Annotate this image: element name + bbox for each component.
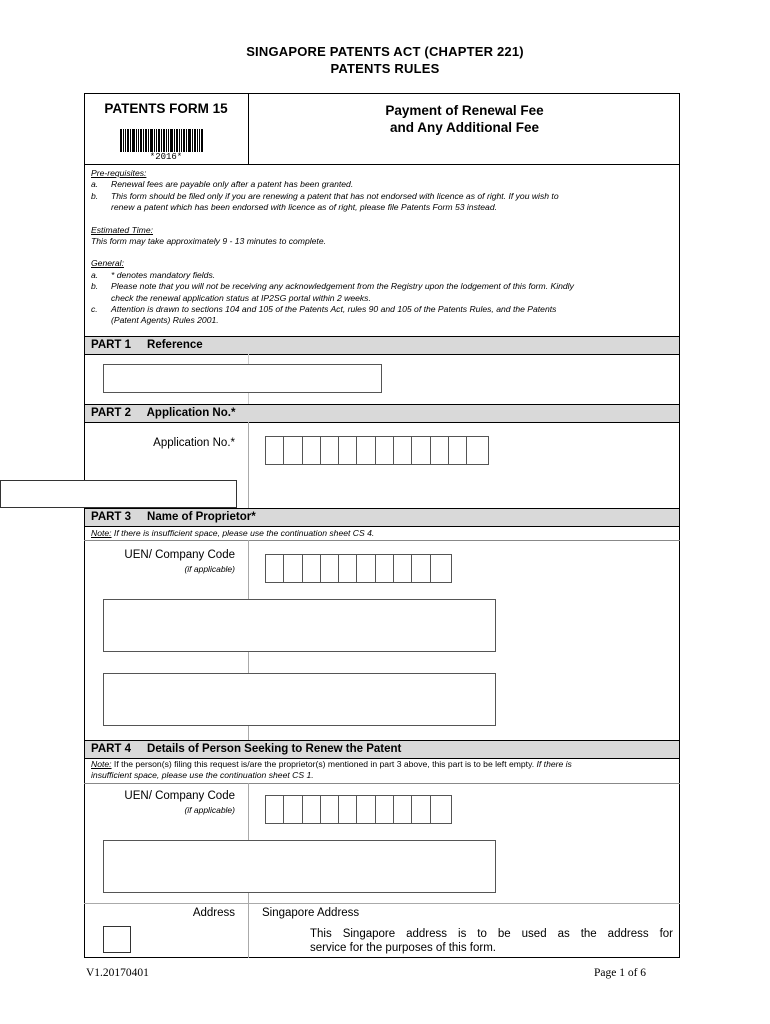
form-title-line1: Payment of Renewal Fee (385, 103, 544, 118)
rules-title: PATENTS RULES (330, 61, 440, 76)
part4-header: PART 4 Details of Person Seeking to Renew the Patent (91, 743, 402, 755)
singapore-address-description: This Singapore address is to be used as the address for service for the purposes of this form. (310, 928, 673, 954)
prereq-a: Renewal fees are payable only after a patent has been granted. (111, 179, 354, 190)
part4-uen-input[interactable] (265, 795, 452, 824)
part3-uen-input[interactable] (265, 554, 452, 583)
reference-input[interactable] (103, 364, 382, 393)
part4-uen-sublabel: (if applicable) (184, 805, 235, 815)
part4-uen-label: UEN/ Company Code (124, 790, 235, 802)
singapore-address-label: Singapore Address (262, 907, 360, 919)
prereq-b-line1: This form should be filed only if you are renewing a patent that has not endorsed with licence as of right. If you wish to (111, 190, 559, 201)
prereq-b-line2: renew a patent which has been endorsed with licence as of right, please file Patents Form 53 instead. (111, 202, 497, 213)
singapore-address-checkbox[interactable] (103, 926, 131, 953)
part2-header: PART 2 Application No.* (91, 407, 236, 419)
general-heading: General: (91, 258, 124, 269)
part4-note: Note: If the person(s) filing this request is/are the proprietor(s) mentioned in part 3 above, this part is to be left empty. If there is insufficient space, please use the continuation sheet CS 1. (91, 759, 572, 781)
part3-uen-sublabel: (if applicable) (184, 564, 235, 574)
form-title-line2: and Any Additional Fee (389, 120, 539, 135)
general-b-line2: check the renewal application status at IP2SG portal within 2 weeks. (111, 292, 371, 303)
form-name: PATENTS FORM 15 (104, 101, 228, 116)
prereq-heading: Pre-requisites: (91, 168, 147, 178)
page-number: Page 1 of 6 (594, 967, 647, 979)
time-heading: Estimated Time: (91, 224, 154, 235)
barcode-text: *2016* (149, 152, 183, 162)
part3-uen-label: UEN/ Company Code (124, 549, 235, 561)
application-no-label: Application No.* (153, 437, 235, 449)
time-text: This form may take approximately 9 - 13 minutes to complete. (91, 236, 326, 247)
part4-name-input[interactable] (103, 840, 496, 893)
part3-name-input[interactable] (103, 599, 496, 652)
intro-section: Pre-requisites: a. Renewal fees are payable only after a patent has been granted. b. This form should be filed only if you are renewing a patent that has not endorsed with licence as of right. If you wish to renew a patent which has been endorsed with licence as of right, please file Patents Form 53 instead. Estimated Time: This form may take approximately 9 - 13 minutes to complete. General: a. * denotes mandatory fields. b. Please note that you will not be receiving any acknowledgement from the Registry upon the lodgement of this form. Kindly check the renewal application status at IP2SG portal within 2 weeks. c. Attention is drawn to sections 104 and 105 of the Patents Act, rules 90 and 105 of the Patents Rules, and the Patents (Patent Agents) Rules 2001. (91, 168, 676, 327)
part1-header: PART 1 Reference (91, 339, 203, 351)
form-version: V1.20170401 (86, 967, 149, 979)
general-c-line2: (Patent Agents) Rules 2001. (111, 315, 219, 326)
address-label: Address (192, 907, 235, 919)
general-b-line1: Please note that you will not be receiving any acknowledgement from the Registry upon the lodgement of this form. Kindly (111, 281, 574, 292)
part3-note: Note: If there is insufficient space, please use the continuation sheet CS 4. (91, 528, 375, 538)
barcode-image (120, 129, 212, 152)
part3-header: PART 3 Name of Proprietor* (91, 511, 256, 523)
application-no-input[interactable] (265, 436, 489, 465)
part3-address-input[interactable] (103, 673, 496, 726)
general-a: * denotes mandatory fields. (111, 269, 216, 280)
act-title: SINGAPORE PATENTS ACT (CHAPTER 221) (246, 44, 524, 59)
general-c-line1: Attention is drawn to sections 104 and 105 of the Patents Act, rules 90 and 105 of the Patents Rules, and the Patents (111, 304, 557, 315)
floating-input-box[interactable] (0, 480, 237, 508)
